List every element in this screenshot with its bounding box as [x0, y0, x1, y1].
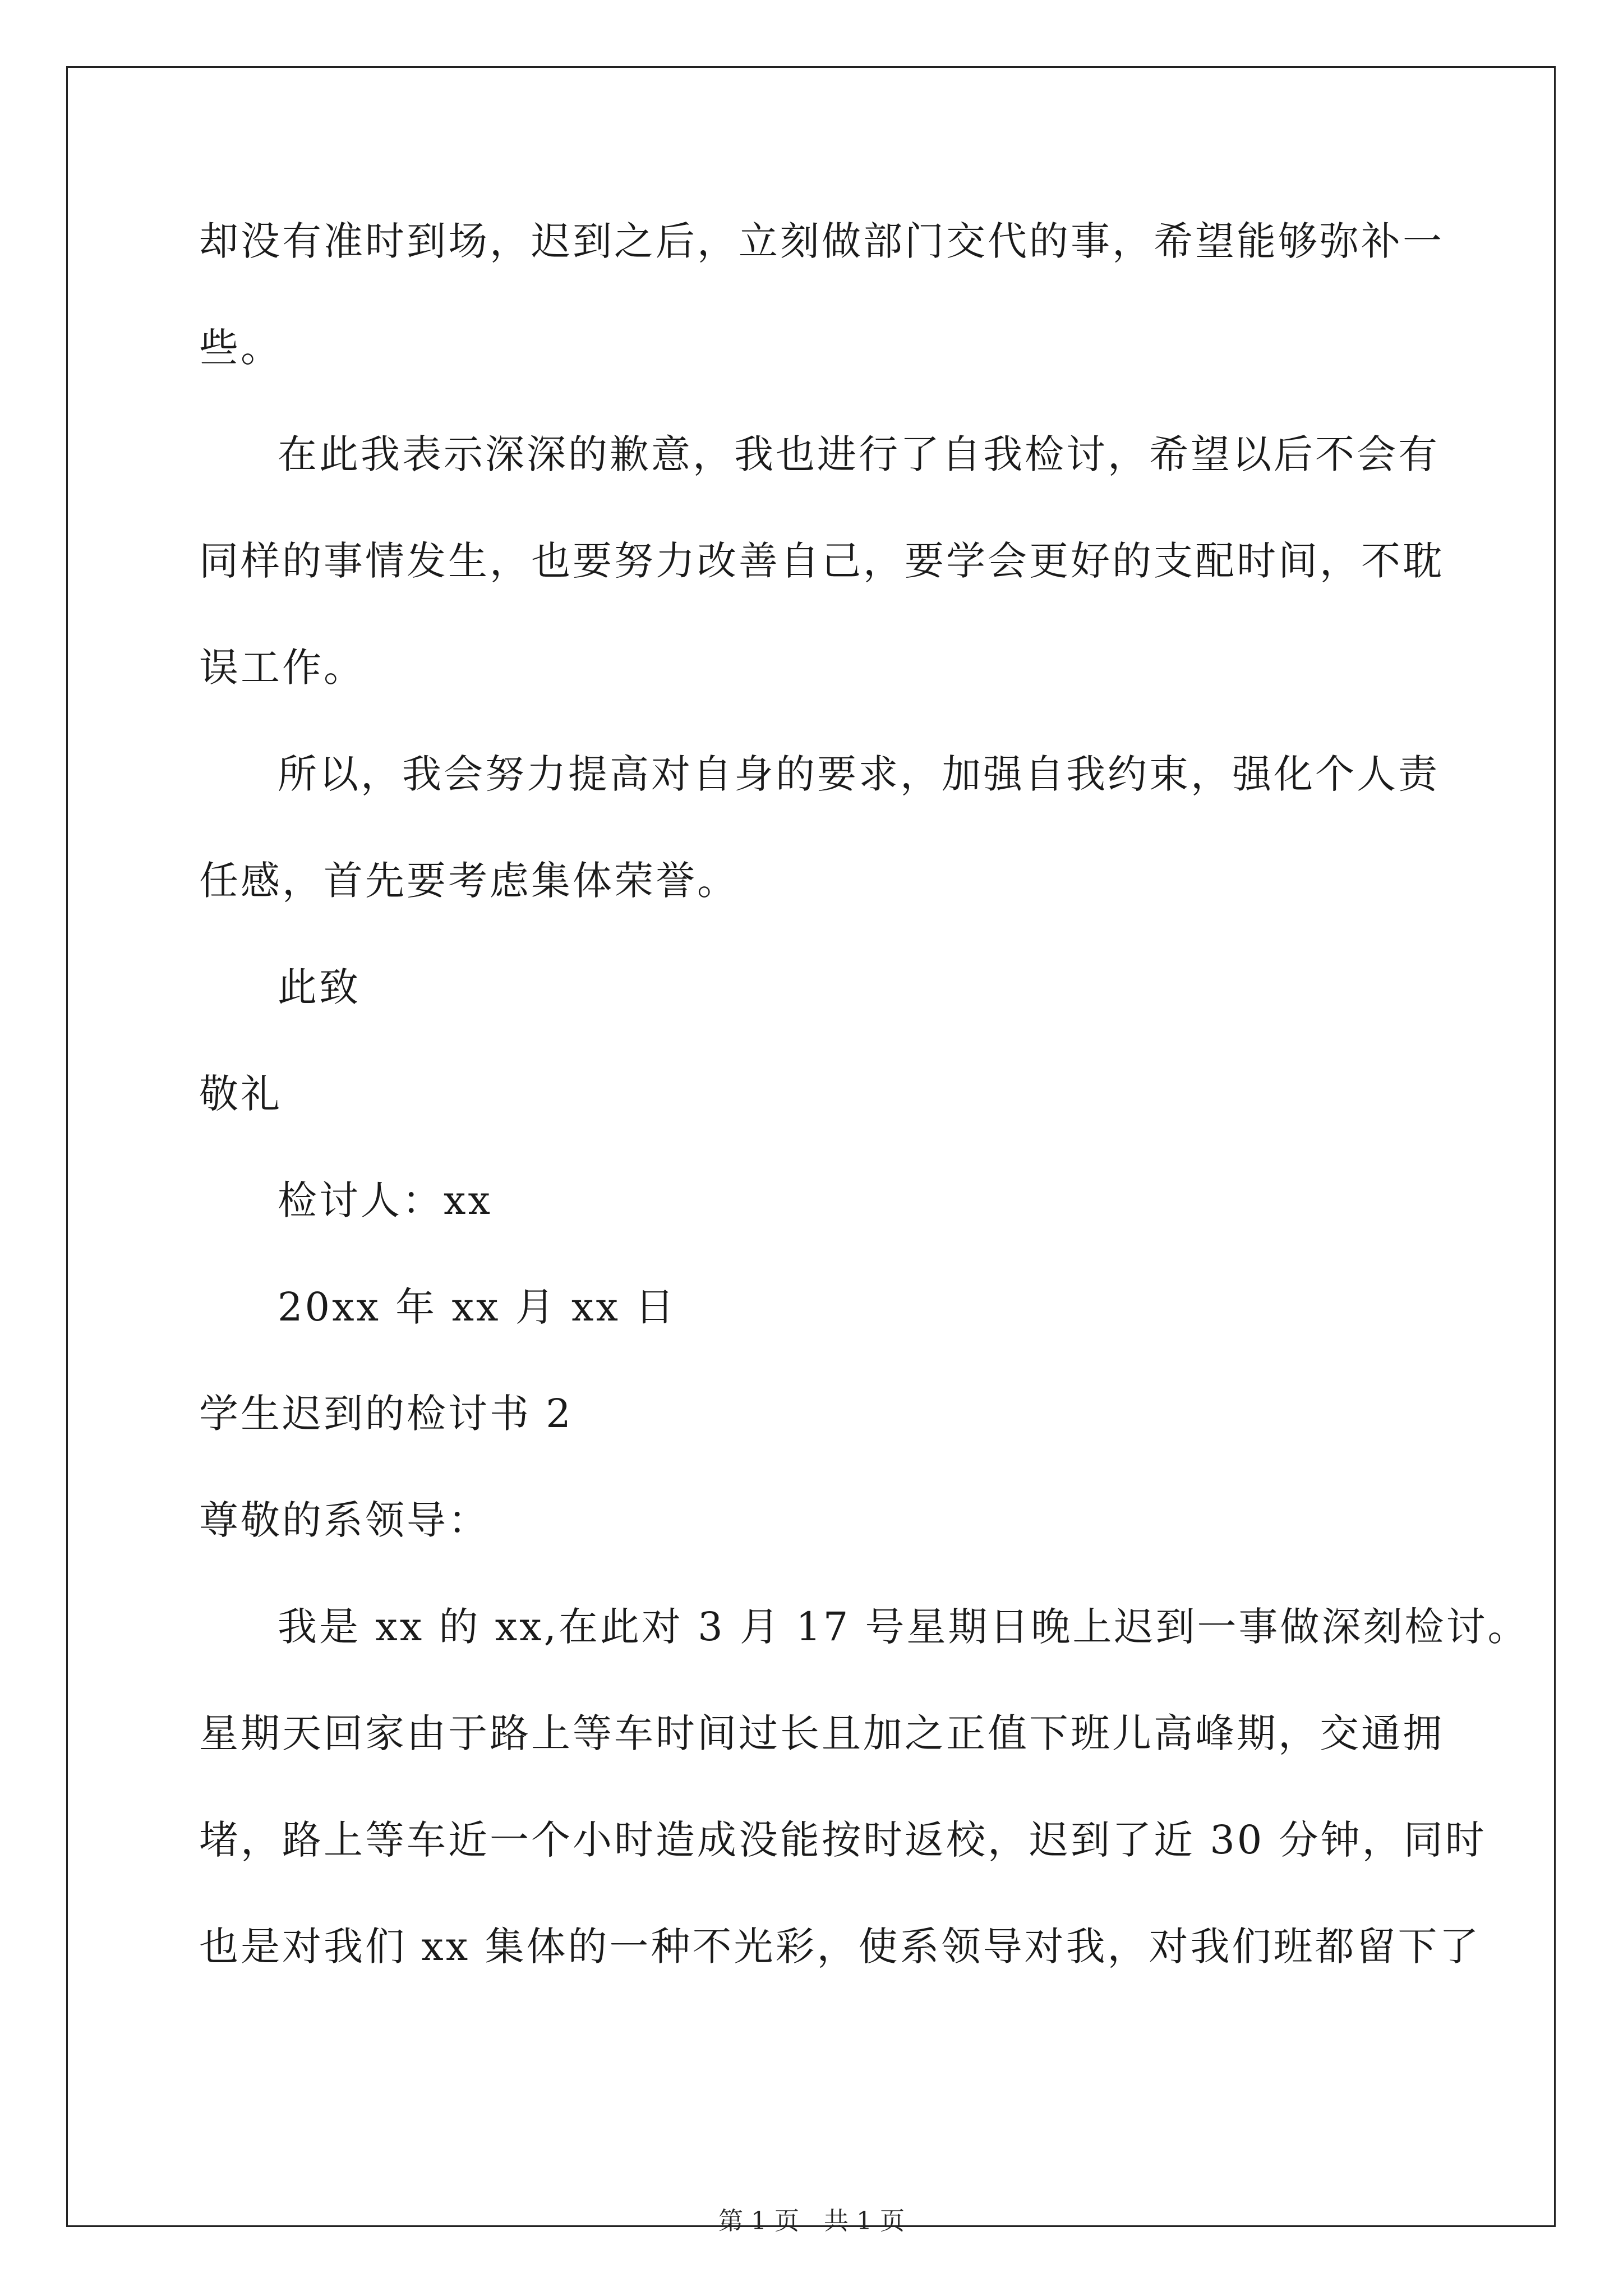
- paragraph-start: 我是 xx 的 xx,在此对 3 月 17 号星期日晚上迟到一事做深刻检讨。: [278, 1604, 1529, 1650]
- closing-regards: 敬礼: [199, 1071, 282, 1117]
- closing-salutation: 此致: [278, 964, 361, 1010]
- paragraph-start: 在此我表示深深的歉意，我也进行了自我检讨，希望以后不会有: [278, 431, 1440, 477]
- signature-date: 20xx 年 xx 月 xx 日: [278, 1284, 677, 1330]
- text-line: 误工作。: [199, 645, 365, 691]
- text-line: 任感，首先要考虑集体荣誉。: [199, 858, 739, 904]
- text-line: 些。: [199, 325, 282, 371]
- text-line: 星期天回家由于路上等车时间过长且加之正值下班儿高峰期，交通拥: [199, 1710, 1444, 1756]
- page-border: [66, 66, 1556, 2227]
- text-line: 同样的事情发生，也要努力改善自己，要学会更好的支配时间，不耽: [199, 538, 1444, 584]
- section-title: 学生迟到的检讨书 2: [199, 1391, 573, 1437]
- text-line: 却没有准时到场，迟到之后，立刻做部门交代的事，希望能够弥补一: [199, 218, 1444, 264]
- paragraph-start: 所以，我会努力提高对自身的要求，加强自我约束，强化个人责: [278, 751, 1440, 797]
- signature-name: 检讨人：xx: [278, 1177, 492, 1223]
- text-line: 堵，路上等车近一个小时造成没能按时返校，迟到了近 30 分钟，同时: [199, 1817, 1487, 1863]
- page-number: 第 1 页 共 1 页: [718, 2207, 905, 2235]
- greeting: 尊敬的系领导：: [199, 1497, 490, 1543]
- text-line: 也是对我们 xx 集体的一种不光彩，使系领导对我，对我们班都留下了: [199, 1924, 1481, 1970]
